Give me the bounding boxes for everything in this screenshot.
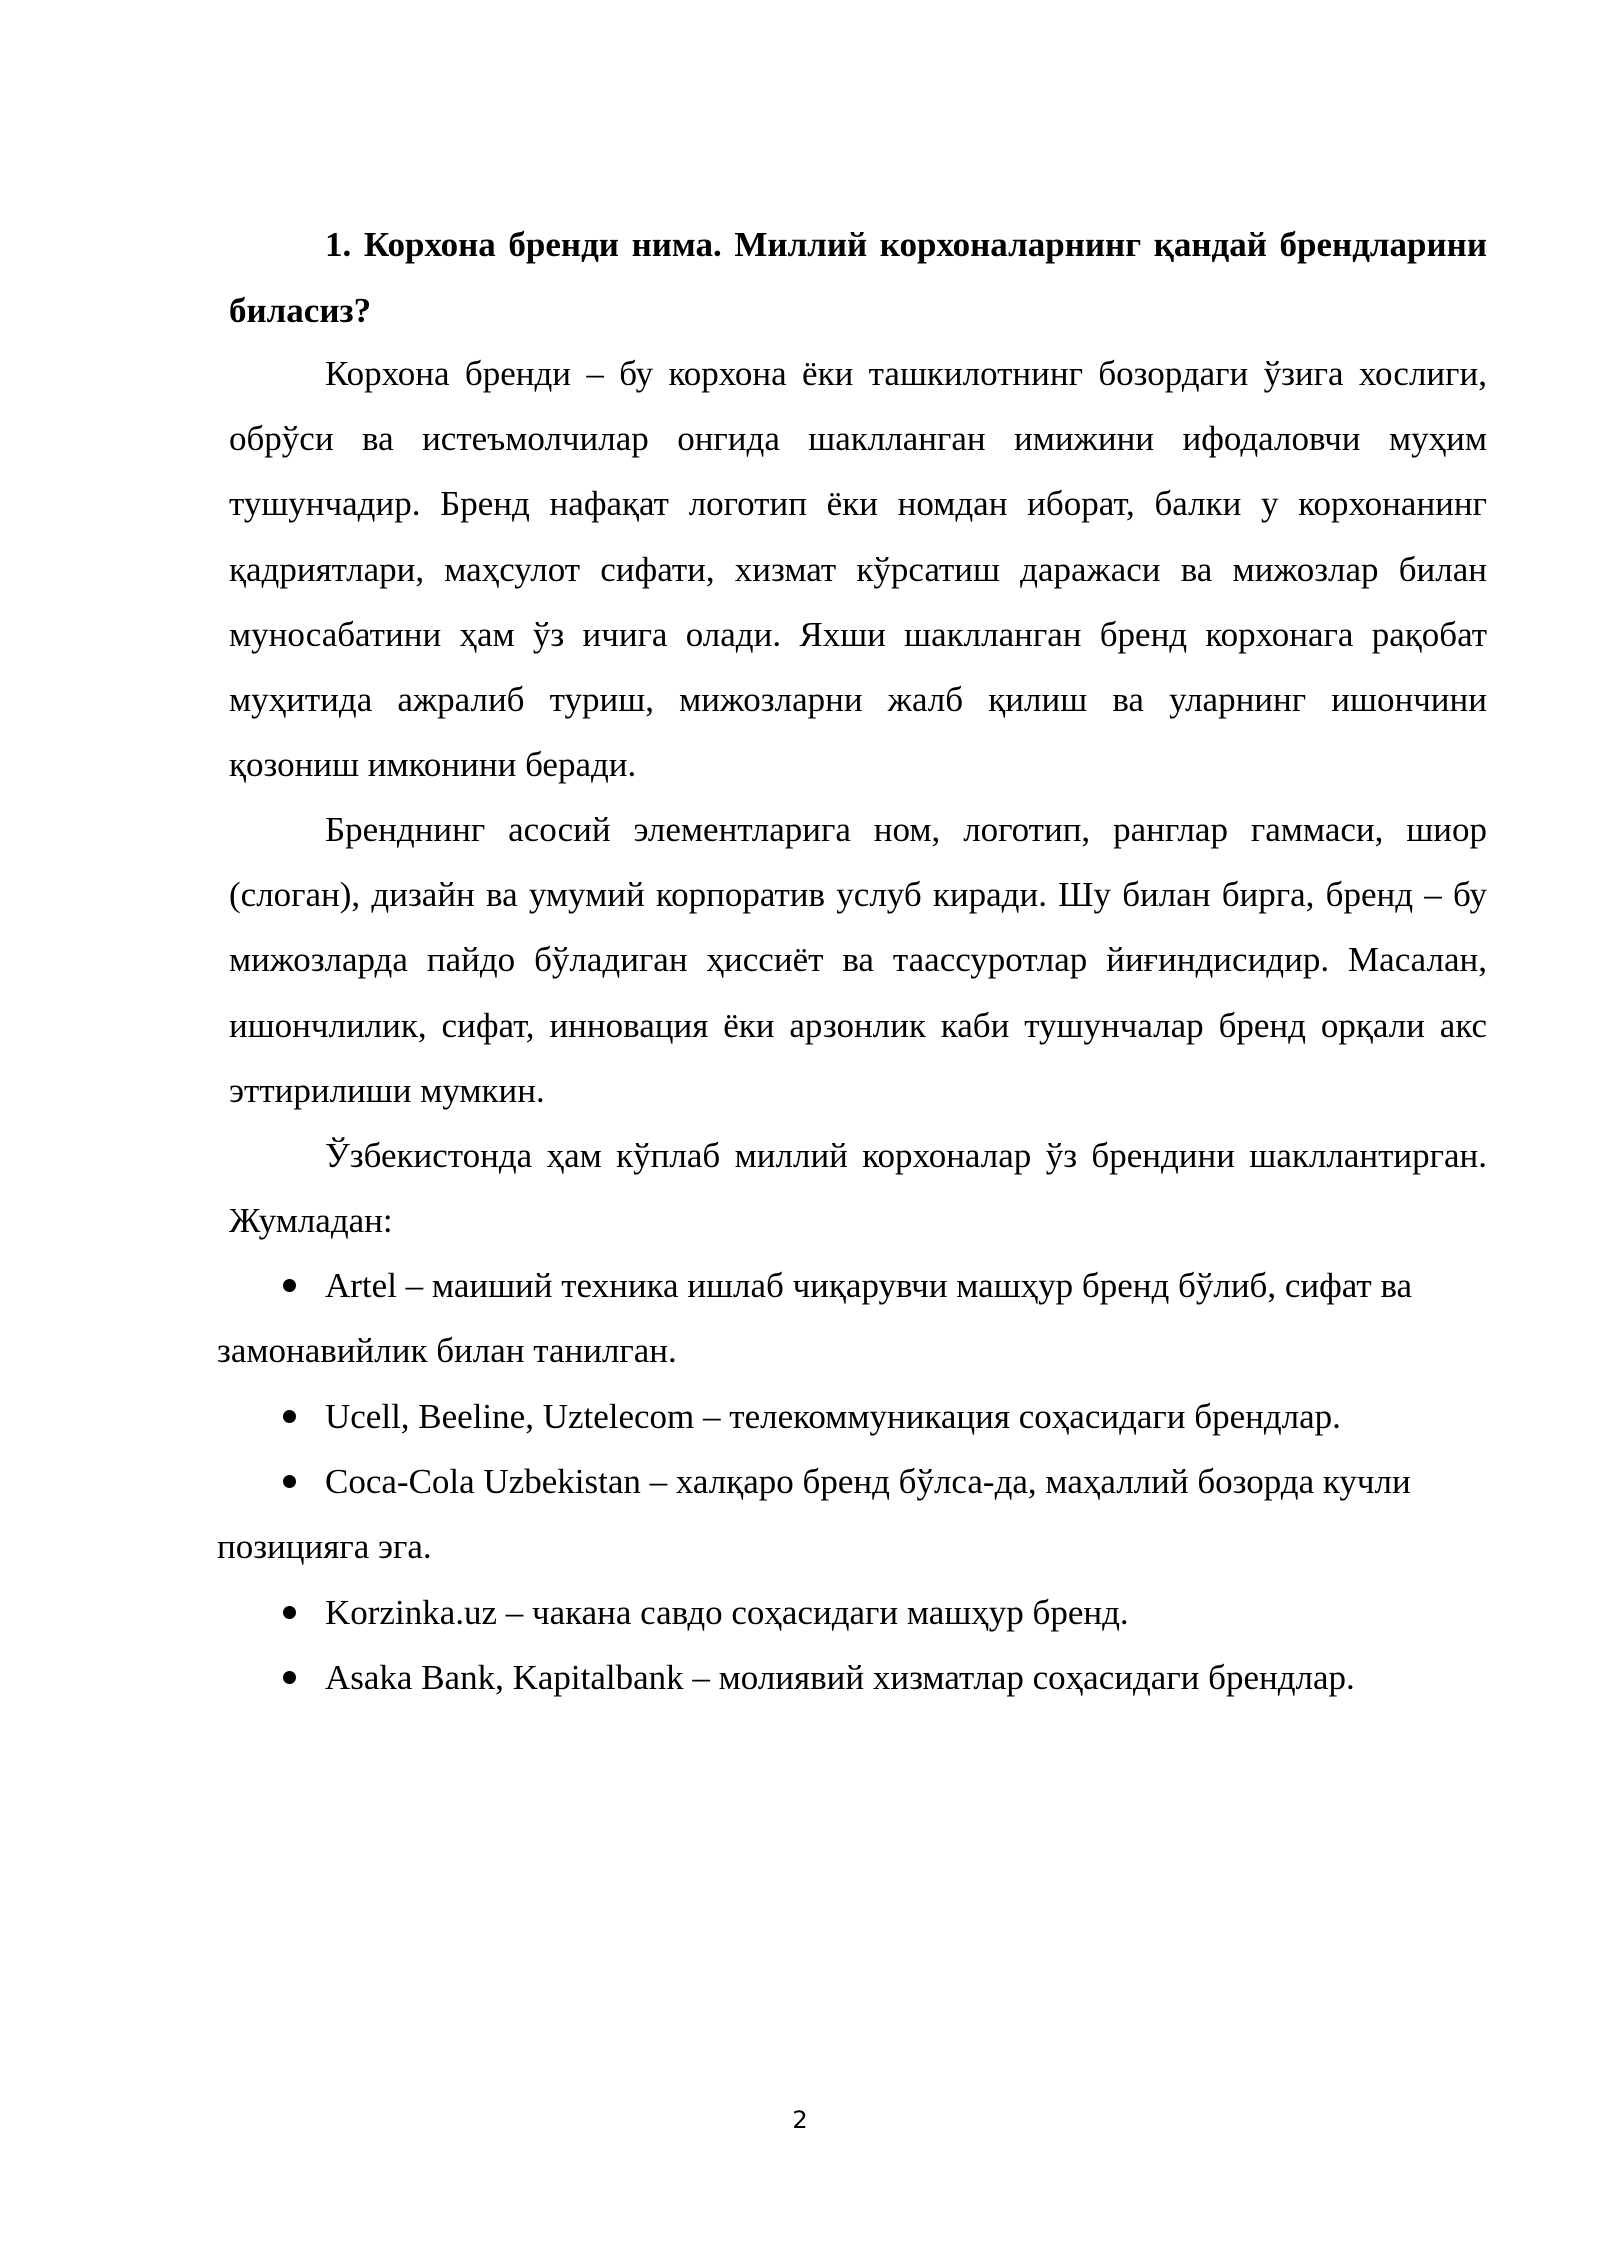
paragraph-brand-elements: Бренднинг асосий элементларига ном, логотип, ранглар гаммаси, шиор (слоган), дизайн ва умумий корпоратив услуб киради. Шу билан бирга, бренд – бу мижозларда пайдо бўладиган ҳиссиёт ва таассуротлар йиғиндисидир. Масалан, ишончлилик, сифат, инновация ёки арзонлик каби тушунчалар бренд орқали акс эттирилиши мумкин.: [229, 810, 1487, 1110]
bullet-icon: [283, 1606, 296, 1619]
list-item-text: Artel – маиший техника ишлаб чиқарувчи машҳур бренд бўлиб, сифат ва замонавийлик билан танилган.: [217, 1266, 1413, 1371]
list-item: [217, 1645, 1507, 1710]
list-item-text: Coca-Cola Uzbekistan – халқаро бренд бўлса-да, маҳаллий бозорда кучли позицияга эга.: [217, 1462, 1411, 1567]
list-item: [217, 1449, 1507, 1579]
list-item: [217, 1253, 1507, 1383]
list-item: [217, 1384, 1507, 1449]
paragraph-brand-definition: Корхона бренди – бу корхона ёки ташкилотнинг бозордаги ўзига хослиги, обрўси ва истеъмолчилар онгида шаклланган имижини ифодаловчи муҳим тушунчадир. Бренд нафақат логотип ёки номдан иборат, балки у корхонанинг қадриятлари, маҳсулот сифати, хизмат кўрсатиш даражаси ва мижозлар билан муносабатини ҳам ўз ичига олади. Яхши шаклланган бренд корхонага рақобат муҳитида ажралиб туриш, мижозларни жалб қилиш ва уларнинг ишончини қозониш имконини беради.: [229, 354, 1487, 785]
list-item-text: Korzinka.uz – чакана савдо соҳасидаги машҳур бренд.: [325, 1593, 1129, 1632]
section-heading: 1. Корхона бренди нима. Миллий корхоналарнинг қандай брендларини биласиз?: [229, 225, 1487, 330]
bullet-icon: [283, 1475, 296, 1488]
list-item-text: Ucell, Beeline, Uztelecom – телекоммуникация соҳасидаги брендлар.: [325, 1397, 1341, 1436]
list-item: [217, 1580, 1507, 1645]
bullet-icon: [283, 1671, 296, 1684]
page-number: 2: [792, 2106, 808, 2134]
list-item-text: Asaka Bank, Kapitalbank – молиявий хизматлар соҳасидаги брендлар.: [325, 1658, 1355, 1697]
paragraph-national-brands-intro: Ўзбекистонда ҳам кўплаб миллий корхоналар ўз брендини шакллантирган. Жумладан:: [229, 1136, 1487, 1241]
bullet-icon: [283, 1410, 296, 1423]
bullet-icon: [283, 1279, 296, 1292]
